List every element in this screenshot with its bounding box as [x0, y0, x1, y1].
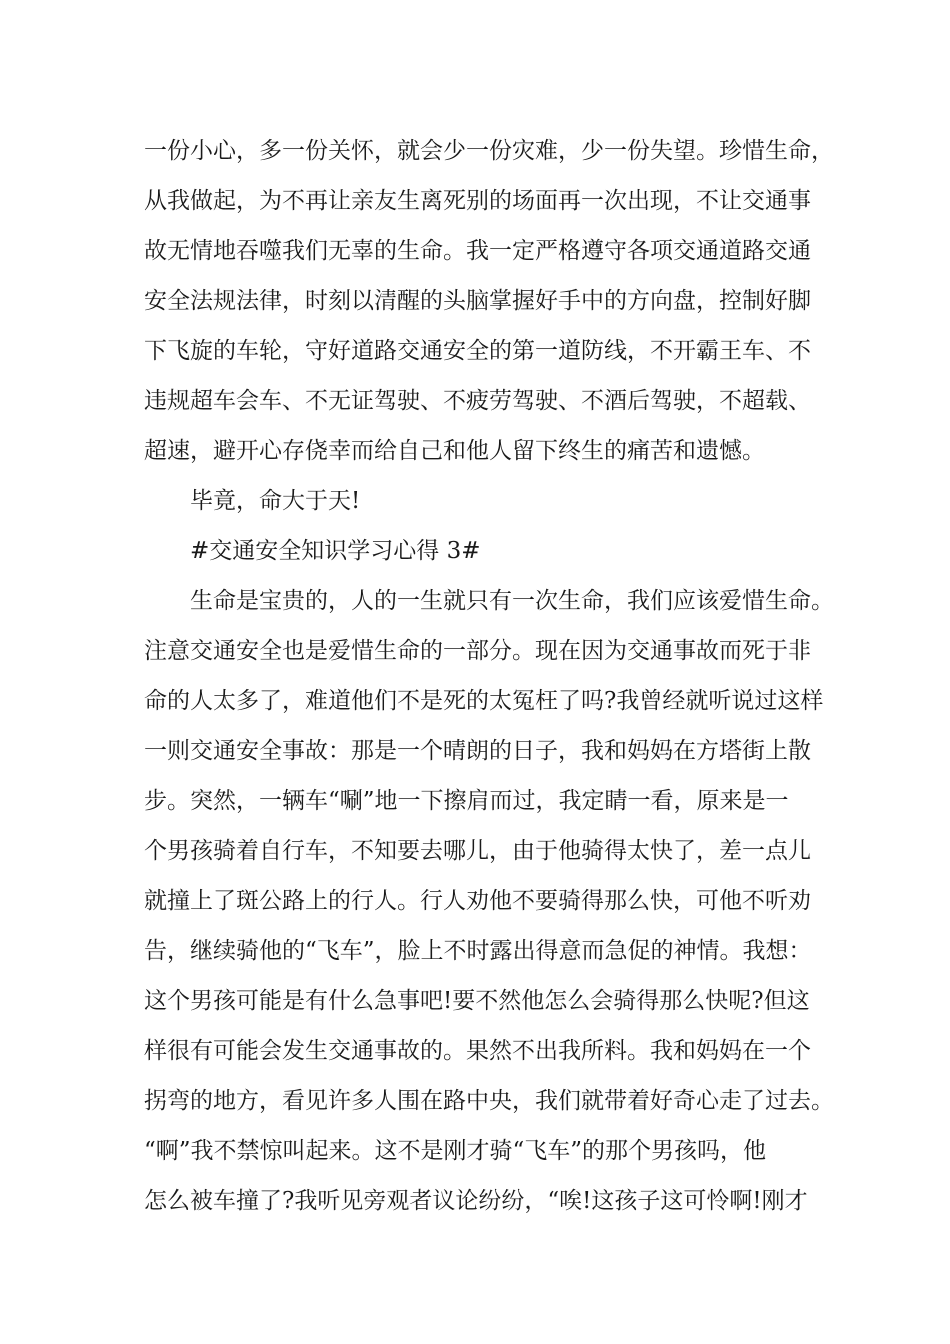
text-line: 毕竟，命大于天!	[190, 488, 361, 514]
text-line: 样很有可能会发生交通事故的。果然不出我所料。我和妈妈在一个	[144, 1038, 811, 1064]
text-line: 注意交通安全也是爱惜生命的一部分。现在因为交通事故而死于非	[144, 638, 811, 664]
text-line: 命的人太多了，难道他们不是死的太冤枉了吗?我曾经就听说过这样	[144, 688, 824, 714]
text-line: 下飞旋的车轮，守好道路交通安全的第一道防线，不开霸王车、不	[144, 338, 811, 364]
text-line: 一份小心，多一份关怀，就会少一份灾难，少一份失望。珍惜生命，	[144, 138, 834, 164]
text-line: 这个男孩可能是有什么急事吧!要不然他怎么会骑得那么快呢?但这	[144, 988, 810, 1014]
text-line: 安全法规法律，时刻以清醒的头脑掌握好手中的方向盘，控制好脚	[144, 288, 811, 314]
text-line: 拐弯的地方，看见许多人围在路中央，我们就带着好奇心走了过去。	[144, 1088, 834, 1114]
text-line: 生命是宝贵的，人的一生就只有一次生命，我们应该爱惜生命。	[190, 588, 834, 614]
text-line: “啊”我不禁惊叫起来。这不是刚才骑“飞车”的那个男孩吗，他	[144, 1138, 767, 1164]
text-line: 从我做起，为不再让亲友生离死别的场面再一次出现，不让交通事	[144, 188, 811, 214]
text-line: 违规超车会车、不无证驾驶、不疲劳驾驶、不酒后驾驶，不超载、	[144, 388, 811, 414]
text-line: 故无情地吞噬我们无辜的生命。我一定严格遵守各项交通道路交通	[144, 238, 811, 264]
text-line: 步。突然，一辆车“唰”地一下擦肩而过，我定睛一看，原来是一	[144, 788, 789, 814]
section-heading: #交通安全知识学习心得 3#	[190, 538, 481, 564]
text-line: 个男孩骑着自行车，不知要去哪儿，由于他骑得太快了，差一点儿	[144, 838, 811, 864]
text-line: 告，继续骑他的“飞车”，脸上不时露出得意而急促的神情。我想：	[144, 938, 812, 964]
text-line: 就撞上了斑公路上的行人。行人劝他不要骑得那么快，可他不听劝	[144, 888, 811, 914]
text-line: 超速，避开心存侥幸而给自己和他人留下终生的痛苦和遗憾。	[144, 438, 765, 464]
text-line: 怎么被车撞了?我听见旁观者议论纷纷，“唉!这孩子这可怜啊!刚才	[144, 1188, 808, 1214]
text-line: 一则交通安全事故：那是一个晴朗的日子，我和妈妈在方塔街上散	[144, 738, 811, 764]
